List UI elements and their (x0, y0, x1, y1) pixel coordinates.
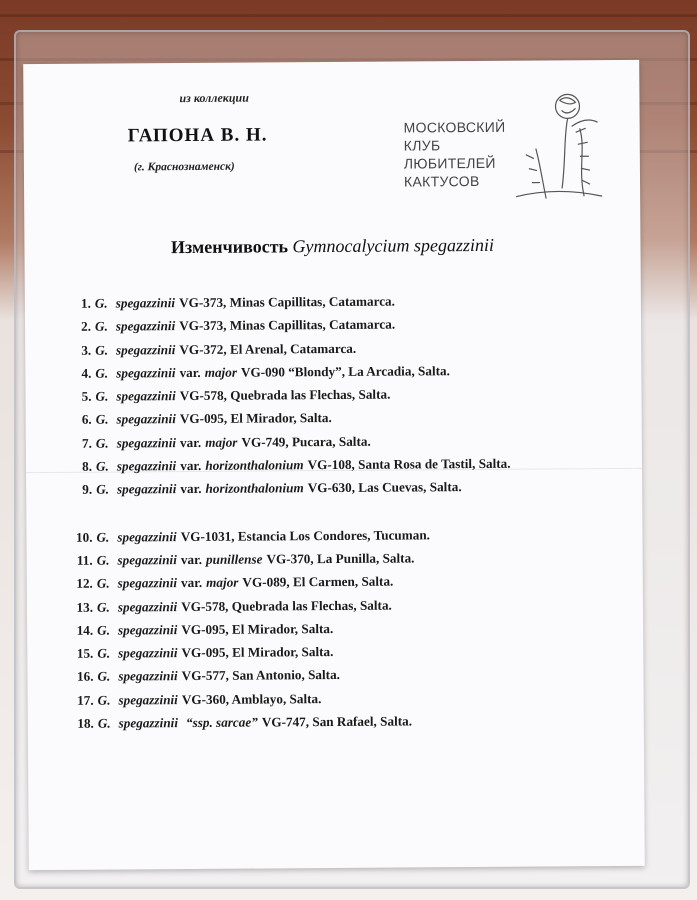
item-var: var. (179, 364, 201, 380)
item-var: var. (180, 575, 203, 591)
specimen-list (73, 288, 634, 735)
item-number: 4. (81, 365, 92, 381)
item-species: spegazzinii (117, 552, 177, 568)
club-name (404, 118, 506, 191)
item-number: 12. (76, 575, 93, 592)
item-species: spegazzinii (118, 715, 179, 731)
item-details: VG-749, Pucara, Salta. (241, 433, 371, 450)
item-genus: G. (95, 458, 109, 474)
item-genus: G. (95, 435, 109, 451)
item-number: 15. (76, 645, 94, 661)
item-genus: G. (97, 692, 111, 708)
owner-city: (г. Краснознаменск) (133, 160, 235, 174)
item-number: 16. (76, 669, 94, 685)
item-genus: G. (97, 669, 111, 685)
item-number: 8. (82, 458, 93, 474)
item-number: 17. (77, 692, 94, 708)
item-genus: G. (96, 575, 110, 591)
item-species: spegazzinii (118, 645, 178, 661)
item-varname: major (204, 364, 237, 380)
document-title (24, 234, 640, 259)
item-number: 18. (77, 715, 94, 731)
item-var: var. (180, 458, 202, 474)
club-line: МОСКОВСКИЙ (403, 118, 506, 136)
item-var: var. (180, 551, 203, 568)
item-species: spegazzinii (116, 364, 176, 381)
item-species: spegazzinii (115, 341, 176, 358)
cactus-logo-icon (505, 88, 606, 209)
item-number: 6. (81, 412, 92, 428)
item-number: 10. (75, 529, 93, 545)
item-details: VG-360, Amblayo, Salta. (181, 690, 322, 707)
item-details: VG-089, El Carmen, Salta. (242, 573, 394, 590)
title-prefix: Изменчивость (170, 236, 293, 258)
item-varname: punillense (205, 551, 263, 567)
item-species: spegazzinii (116, 458, 177, 474)
item-details: VG-095, El Mirador, Salta. (181, 644, 334, 661)
item-varname: “ssp. sarcae” (185, 714, 258, 731)
item-varname: major (206, 574, 239, 591)
item-details: VG-373, Minas Capillitas, Catamarca. (178, 293, 395, 311)
item-details: VG-578, Quebrada las Flechas, Salta. (181, 597, 392, 614)
item-genus: G. (96, 552, 110, 568)
list-item (76, 708, 634, 735)
item-number: 9. (82, 482, 93, 498)
club-line: КЛУБ (403, 137, 441, 154)
item-number: 2. (81, 318, 92, 335)
item-details: VG-095, El Mirador, Salta. (179, 410, 332, 427)
item-details: VG-108, Santa Rosa de Tastil, Salta. (307, 455, 511, 473)
item-number: 1. (80, 295, 91, 311)
club-line: КАКТУСОВ (403, 172, 480, 190)
item-genus: G. (97, 622, 111, 638)
item-var: var. (179, 434, 202, 450)
item-details: VG-373, Minas Capillitas, Catamarca. (179, 316, 396, 334)
item-genus: G. (96, 481, 110, 498)
item-genus: G. (95, 365, 109, 381)
item-species: spegazzinii (116, 388, 176, 404)
owner-name: ГАПОНА В. Н. (127, 124, 268, 147)
item-varname: major (205, 434, 238, 450)
item-genus: G. (96, 599, 110, 615)
title-species: Gymnocalycium spegazzinii (292, 234, 495, 257)
item-species: spegazzinii (116, 481, 177, 497)
collection-label: из коллекции (179, 90, 249, 106)
item-species: spegazzinii (116, 411, 176, 428)
item-species: spegazzinii (117, 621, 178, 638)
item-details: VG-630, Las Cuevas, Salta. (307, 479, 462, 496)
item-var: var. (180, 481, 202, 497)
item-species: spegazzinii (115, 318, 176, 334)
item-number: 14. (76, 622, 94, 638)
item-genus: G. (97, 645, 111, 661)
item-genus: G. (94, 295, 108, 311)
item-species: spegazzinii (117, 528, 177, 545)
item-number: 11. (76, 552, 93, 568)
item-number: 7. (81, 435, 92, 451)
item-number: 5. (81, 388, 92, 404)
item-species: spegazzinii (117, 598, 178, 615)
item-species: spegazzinii (118, 668, 178, 684)
item-genus: G. (94, 318, 108, 334)
item-number: 3. (81, 342, 92, 358)
item-details: VG-578, Quebrada las Flechas, Salta. (179, 386, 391, 404)
item-details: VG-372, El Arenal, Catamarca. (179, 340, 357, 357)
club-line: ЛЮБИТЕЛЕЙ (403, 154, 496, 172)
item-genus: G. (95, 388, 109, 404)
item-varname: horizonthalonium (205, 480, 304, 497)
item-species: spegazzinii (118, 691, 178, 708)
item-details: VG-577, San Antonio, Salta. (181, 667, 341, 684)
document-sheet (23, 60, 645, 870)
item-genus: G. (96, 529, 110, 545)
item-genus: G. (95, 412, 109, 428)
item-details: VG-090 “Blondy”, La Arcadia, Salta. (240, 363, 450, 380)
item-varname: horizonthalonium (205, 457, 304, 473)
item-details: VG-747, San Rafael, Salta. (261, 713, 413, 730)
item-details: VG-095, El Mirador, Salta. (181, 620, 334, 637)
item-number: 13. (76, 599, 94, 615)
item-details: VG-370, La Punilla, Salta. (266, 550, 415, 567)
item-species: spegazzinii (115, 295, 176, 311)
item-genus: G. (95, 342, 109, 358)
item-species: spegazzinii (117, 575, 178, 591)
item-genus: G. (97, 715, 111, 731)
item-details: VG-1031, Estancia Los Condores, Tucuman. (180, 527, 431, 544)
item-species: spegazzinii (116, 434, 177, 451)
